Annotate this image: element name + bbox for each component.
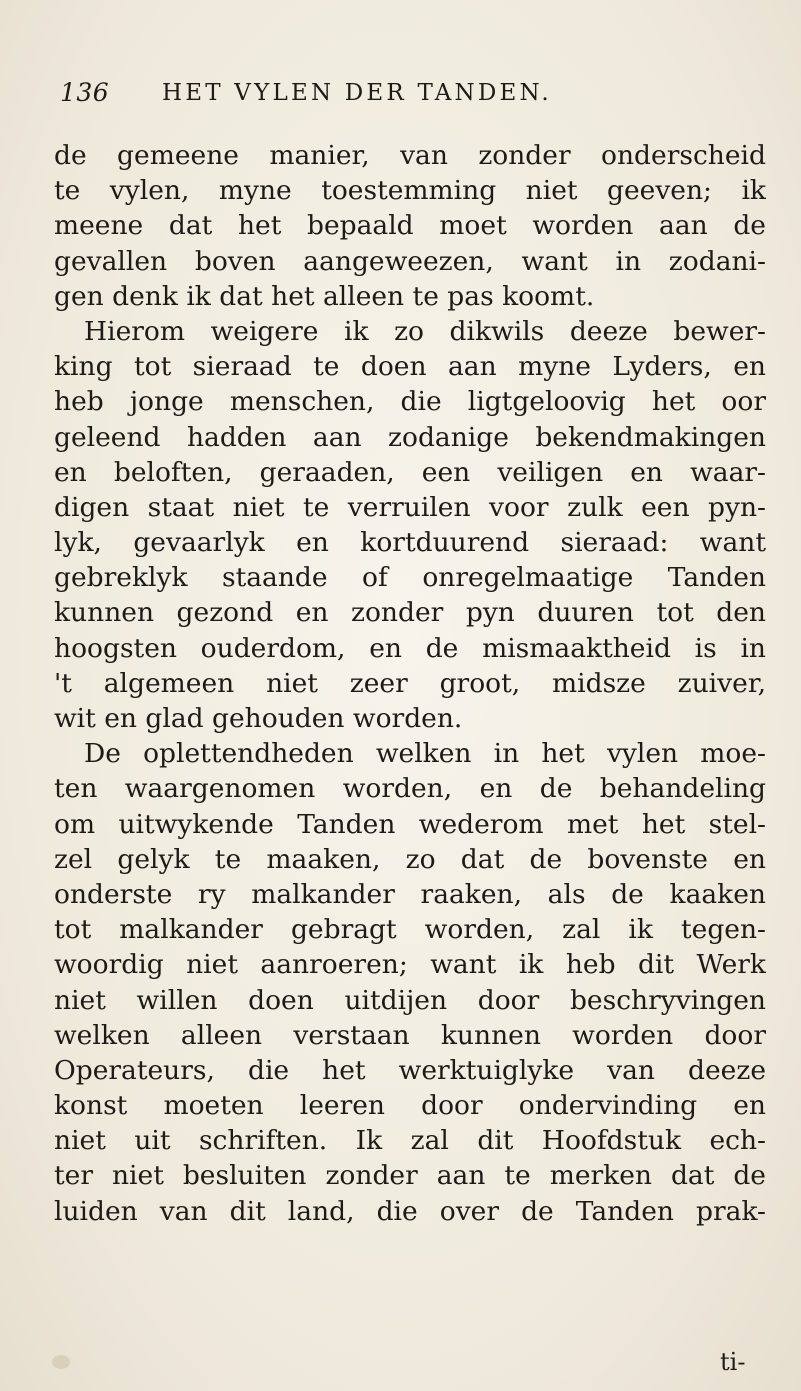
text-line: wit en glad gehouden worden. [54, 703, 463, 734]
text-line: geleend hadden aan zodanige bekendmakingen [54, 421, 766, 453]
text-line: welken alleen verstaan kunnen worden door [54, 1019, 766, 1051]
running-head: HET VYLEN DER TANDEN. [162, 80, 552, 106]
text-line: ter niet besluiten zonder aan te merken dat de [54, 1160, 766, 1192]
text-line: digen staat niet te verruilen voor zulk een pyn- [54, 491, 766, 523]
text-line: kunnen gezond en zonder pyn duuren tot den [54, 597, 766, 629]
text-line: hoogsten ouderdom, en de mismaaktheid is in [54, 632, 766, 664]
page-number: 136 [60, 78, 110, 107]
catchword: ti- [720, 1348, 746, 1376]
text-line: onderste ry malkander raaken, als de kaaken [54, 878, 766, 910]
page-header [60, 78, 760, 118]
text-line: luiden van dit land, die over de Tanden prak- [54, 1195, 766, 1227]
text-line: konst moeten leeren door ondervinding en [54, 1090, 766, 1122]
text-line: en beloften, geraaden, een veiligen en waar- [54, 456, 766, 488]
text-line: gen denk ik dat het alleen te pas koomt. [54, 280, 595, 312]
text-line: niet willen doen uitdijen door beschryvingen [54, 984, 766, 1016]
text-line: niet uit schriften. Ik zal dit Hoofdstuk ech- [54, 1125, 766, 1157]
text-line: ten waargenomen worden, en de behandeling [54, 773, 766, 805]
text-line: gebreklyk staande of onregelmaatige Tanden [54, 562, 766, 594]
text-line: woordig niet aanroeren; want ik heb dit Werk [54, 949, 766, 981]
text-line: te vylen, myne toestemming niet geeven; ik [54, 175, 766, 207]
text-line: De oplettendheden welken in het vylen moe- [84, 738, 766, 770]
paper-stain [52, 1355, 70, 1369]
text-line: heb jonge menschen, die ligtgeloovig het oor [54, 386, 766, 418]
text-line: king tot sieraad te doen aan myne Lyders, en [54, 351, 766, 383]
text-line: Operateurs, die het werktuiglyke van deeze [54, 1054, 766, 1086]
text-line: 't algemeen niet zeer groot, midsze zuiver, [54, 667, 766, 699]
body-text [54, 138, 766, 1229]
text-line: zel gelyk te maaken, zo dat de bovenste en [54, 843, 766, 875]
text-line: Hierom weigere ik zo dikwils deeze bewer- [84, 315, 766, 347]
text-line: de gemeene manier, van zonder onderscheid [54, 140, 766, 171]
text-line: gevallen boven aangeweezen, want in zodani- [54, 245, 766, 277]
text-line: tot malkander gebragt worden, zal ik tegen- [54, 914, 766, 946]
text-line: meene dat het bepaald moet worden aan de [54, 210, 766, 242]
text-line: om uitwykende Tanden wederom met het stel- [54, 808, 766, 840]
text-line: lyk, gevaarlyk en kortduurend sieraad: want [54, 527, 766, 559]
